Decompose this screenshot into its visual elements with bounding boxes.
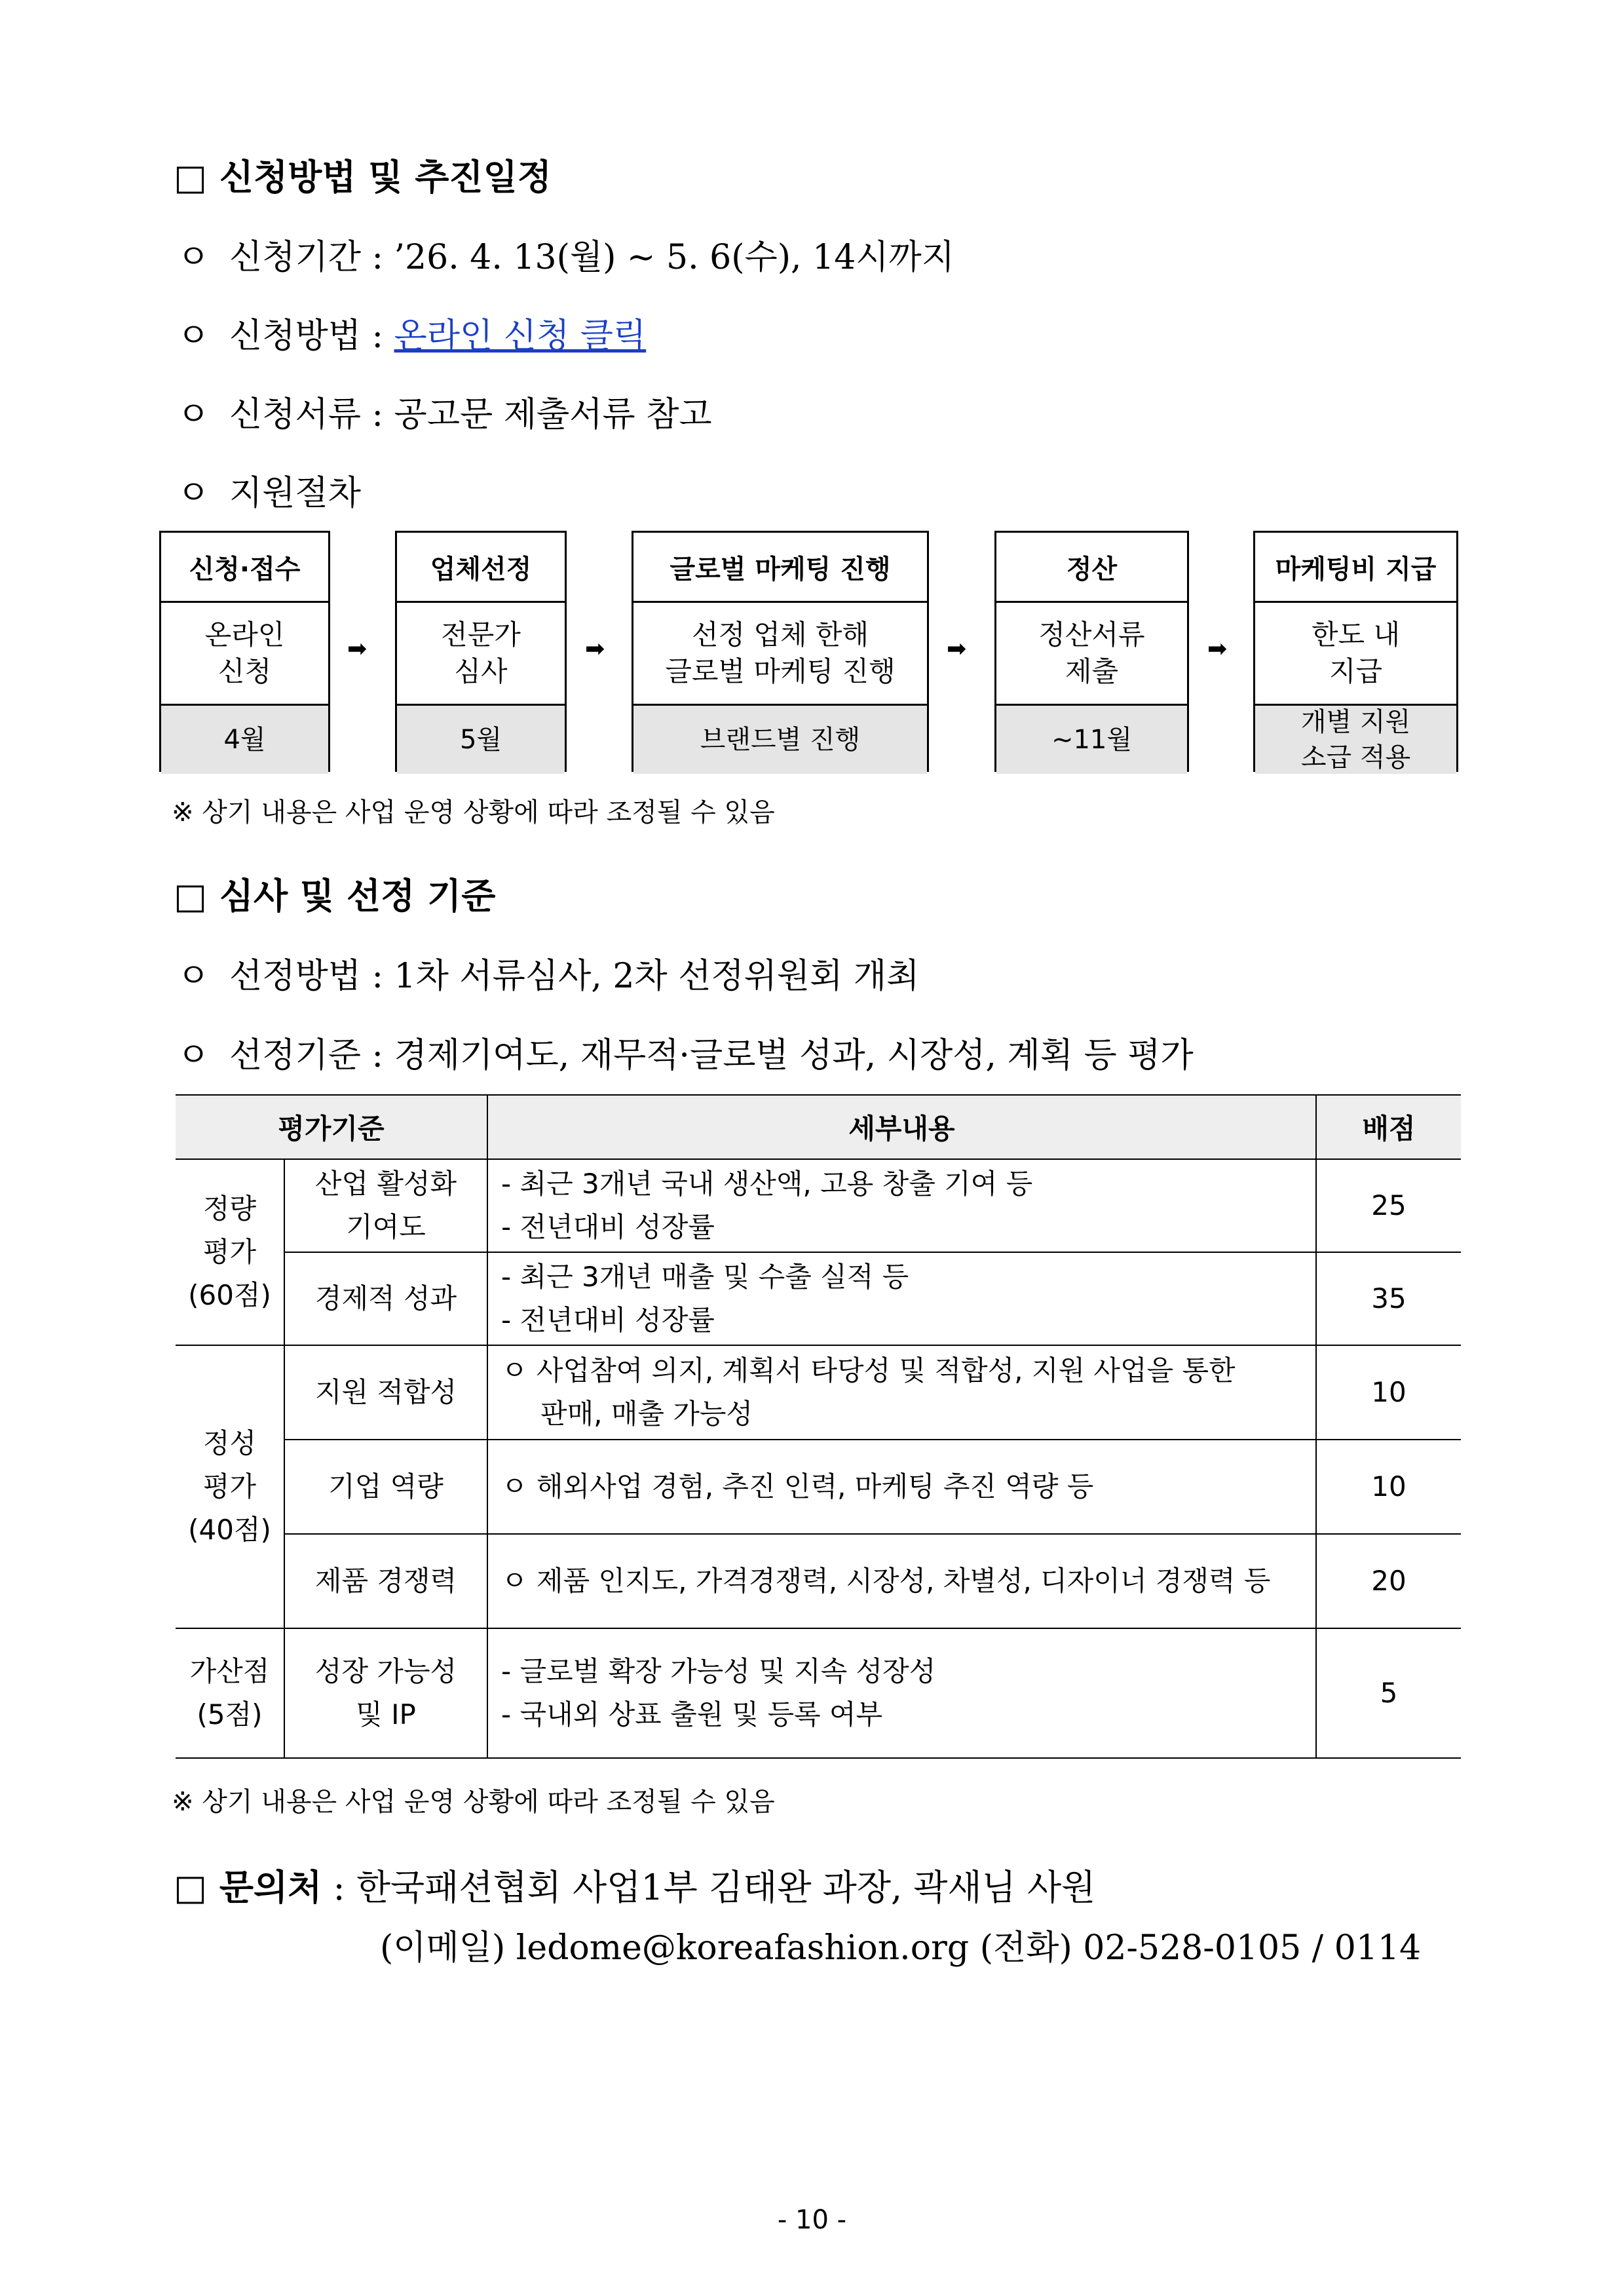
bullet-icon: ㅇ [177,395,210,434]
bullet-icon: ㅇ [177,1036,210,1075]
table-row [176,1252,1461,1345]
header-detail: 세부내용 [487,1095,1316,1159]
detail-cell: - 최근 3개년 국내 생산액, 고용 창출 기여 등 - 전년대비 성장률 [487,1159,1316,1252]
selection-method-line: ㅇ 선정방법 : 1차 서류심사, 2차 선정위원회 개최 [177,948,919,997]
bullet-icon: ㅇ [177,316,210,356]
score-cell: 25 [1316,1159,1461,1252]
table-header-row [176,1095,1461,1159]
arrow-right-icon: ➡ [585,636,605,662]
selection-criteria-line: ㅇ 선정기준 : 경제기여도, 재무적·글로벌 성과, 시장성, 계획 등 평가 [177,1027,1194,1077]
table-row [176,1440,1461,1534]
flow-step-3: 글로벌 마케팅 진행 선정 업체 한해 글로벌 마케팅 진행 브랜드별 진행 [632,531,929,772]
contact-persons: 한국패션협회 사업1부 김태완 과장, 곽새님 사원 [356,1867,1096,1908]
online-application-link[interactable]: 온라인 신청 클릭 [394,316,647,356]
group-bonus: 가산점 (5점) [176,1628,284,1758]
sub-criteria: 산업 활성화 기여도 [284,1159,487,1252]
score-cell: 10 [1316,1345,1461,1440]
table-row [176,1159,1461,1252]
sub-criteria: 성장 가능성 및 IP [284,1628,487,1758]
flow-step-5: 마케팅비 지급 한도 내 지급 개별 지원 소급 적용 [1253,531,1458,772]
application-method-line: ㅇ 신청방법 : 온라인 신청 클릭 [177,308,646,357]
table-note: ※ 상기 내용은 사업 운영 상황에 따라 조정될 수 있음 [172,1787,775,1817]
header-score: 배점 [1316,1095,1461,1159]
application-period-value: ’26. 4. 13(월) ~ 5. 6(수), 14시까지 [394,238,954,277]
bullet-icon: ㅇ [177,474,210,513]
table-row [176,1345,1461,1440]
flow-note: ※ 상기 내용은 사업 운영 상황에 따라 조정될 수 있음 [172,797,775,828]
support-procedure-line: ㅇ 지원절차 [177,465,361,514]
section-heading-application: □ 신청방법 및 추진일정 [174,156,552,198]
application-documents-line: ㅇ 신청서류 : 공고문 제출서류 참고 [177,387,712,436]
detail-cell: - 최근 3개년 매출 및 수출 실적 등 - 전년대비 성장률 [487,1252,1316,1345]
section-heading-evaluation: □ 심사 및 선정 기준 [174,875,496,917]
detail-cell: ㅇ 제품 인지도, 가격경쟁력, 시장성, 차별성, 디자이너 경쟁력 등 [487,1534,1316,1628]
score-cell: 10 [1316,1440,1461,1534]
table-row [176,1628,1461,1758]
arrow-right-icon: ➡ [947,636,967,662]
flow-step-1: 신청·접수 온라인 신청 4월 [159,531,330,772]
application-period-line: ㅇ 신청기간 : ’26. 4. 13(월) ~ 5. 6(수), 14시까지 [177,229,954,278]
contact-line: □ 문의처 : 한국패션협회 사업1부 김태완 과장, 곽새님 사원 [174,1866,1096,1908]
score-cell: 20 [1316,1534,1461,1628]
arrow-right-icon: ➡ [347,636,368,662]
header-criteria: 평가기준 [176,1095,487,1159]
page-number: - 10 - [777,2205,847,2235]
sub-criteria: 지원 적합성 [284,1345,487,1440]
contact-heading: □ 문의처 [174,1866,322,1908]
arrow-right-icon: ➡ [1207,636,1228,662]
flow-step-4: 정산 정산서류 제출 ~11월 [994,531,1189,772]
sub-criteria: 기업 역량 [284,1440,487,1534]
flow-step-2: 업체선정 전문가 심사 5월 [395,531,567,772]
table-row [176,1534,1461,1628]
sub-criteria: 제품 경쟁력 [284,1534,487,1628]
bullet-icon: ㅇ [177,238,210,277]
detail-cell: - 글로벌 확장 가능성 및 지속 성장성 - 국내외 상표 출원 및 등록 여부 [487,1628,1316,1758]
bullet-icon: ㅇ [177,957,210,996]
sub-criteria: 경제적 성과 [284,1252,487,1345]
score-cell: 35 [1316,1252,1461,1345]
contact-details: (이메일) ledome@koreafashion.org (전화) 02-528-0105 / 0114 [380,1928,1422,1968]
evaluation-table [176,1094,1461,1759]
score-cell: 5 [1316,1628,1461,1758]
detail-cell: ㅇ 해외사업 경험, 추진 인력, 마케팅 추진 역량 등 [487,1440,1316,1534]
detail-cell: ㅇ 사업참여 의지, 계획서 타당성 및 적합성, 지원 사업을 통한 판매, 매출 가능성 [487,1345,1316,1440]
group-quantitative: 정량 평가 (60점) [176,1159,284,1345]
group-qualitative: 정성 평가 (40점) [176,1345,284,1628]
